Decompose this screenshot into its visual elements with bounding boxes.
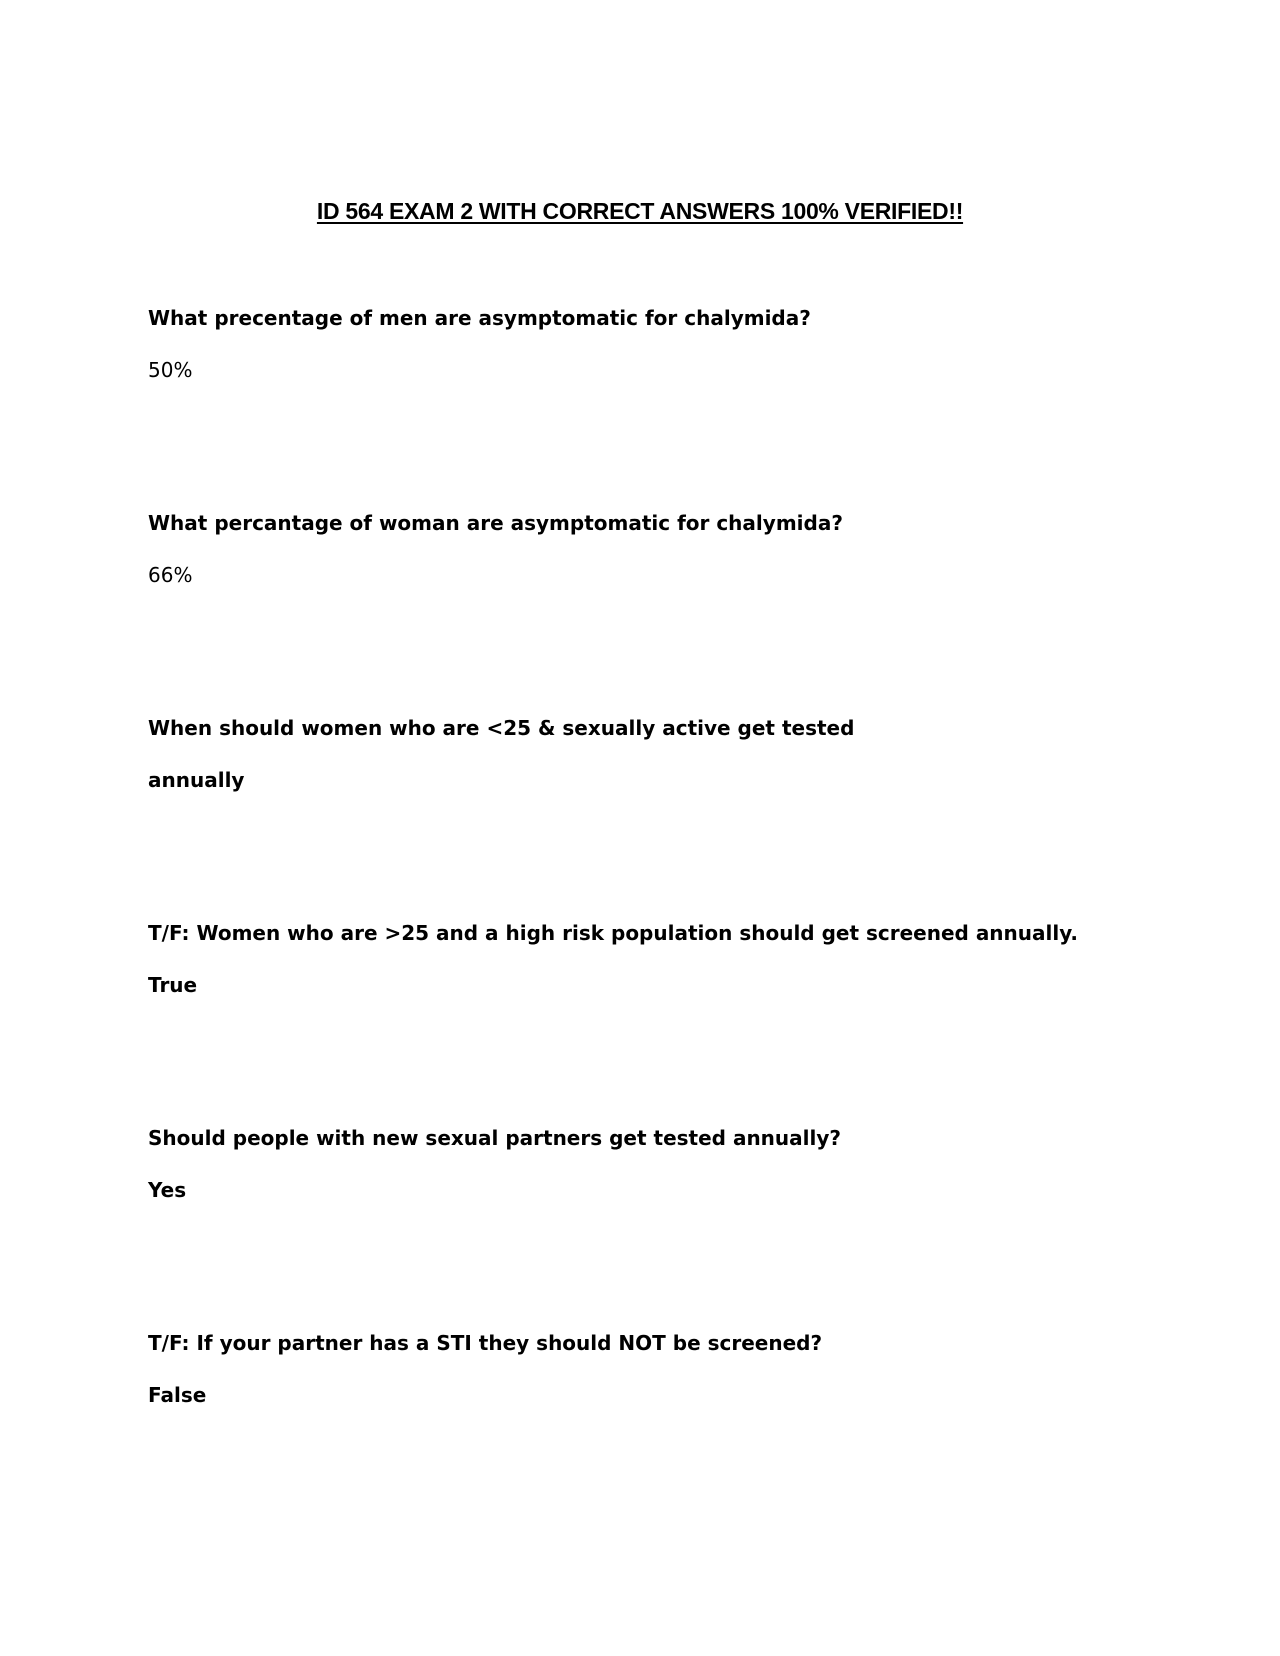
answer-3: annually: [148, 768, 245, 792]
question-4: T/F: Women who are >25 and a high risk population should get screened annually.: [148, 921, 1079, 945]
question-6: T/F: If your partner has a STI they should NOT be screened?: [148, 1331, 823, 1355]
question-1: What precentage of men are asymptomatic for chalymida?: [148, 306, 811, 330]
question-5: Should people with new sexual partners get tested annually?: [148, 1126, 841, 1150]
qa-item-4: [148, 919, 1148, 999]
answer-6: False: [148, 1383, 207, 1407]
question-3: When should women who are <25 & sexually active get tested: [148, 716, 855, 740]
qa-item-5: [148, 1124, 1148, 1204]
qa-item-6: [148, 1329, 1148, 1409]
answer-4: True: [148, 973, 198, 997]
question-2: What percantage of woman are asymptomatic for chalymida?: [148, 511, 843, 535]
answer-1: 50%: [148, 358, 193, 382]
qa-item-1: [148, 304, 1148, 384]
qa-item-3: [148, 714, 1148, 794]
qa-item-2: [148, 509, 1148, 589]
document-title: ID 564 EXAM 2 WITH CORRECT ANSWERS 100% VERIFIED!!: [316, 198, 964, 224]
answer-2: 66%: [148, 563, 193, 587]
answer-5: Yes: [148, 1178, 187, 1202]
